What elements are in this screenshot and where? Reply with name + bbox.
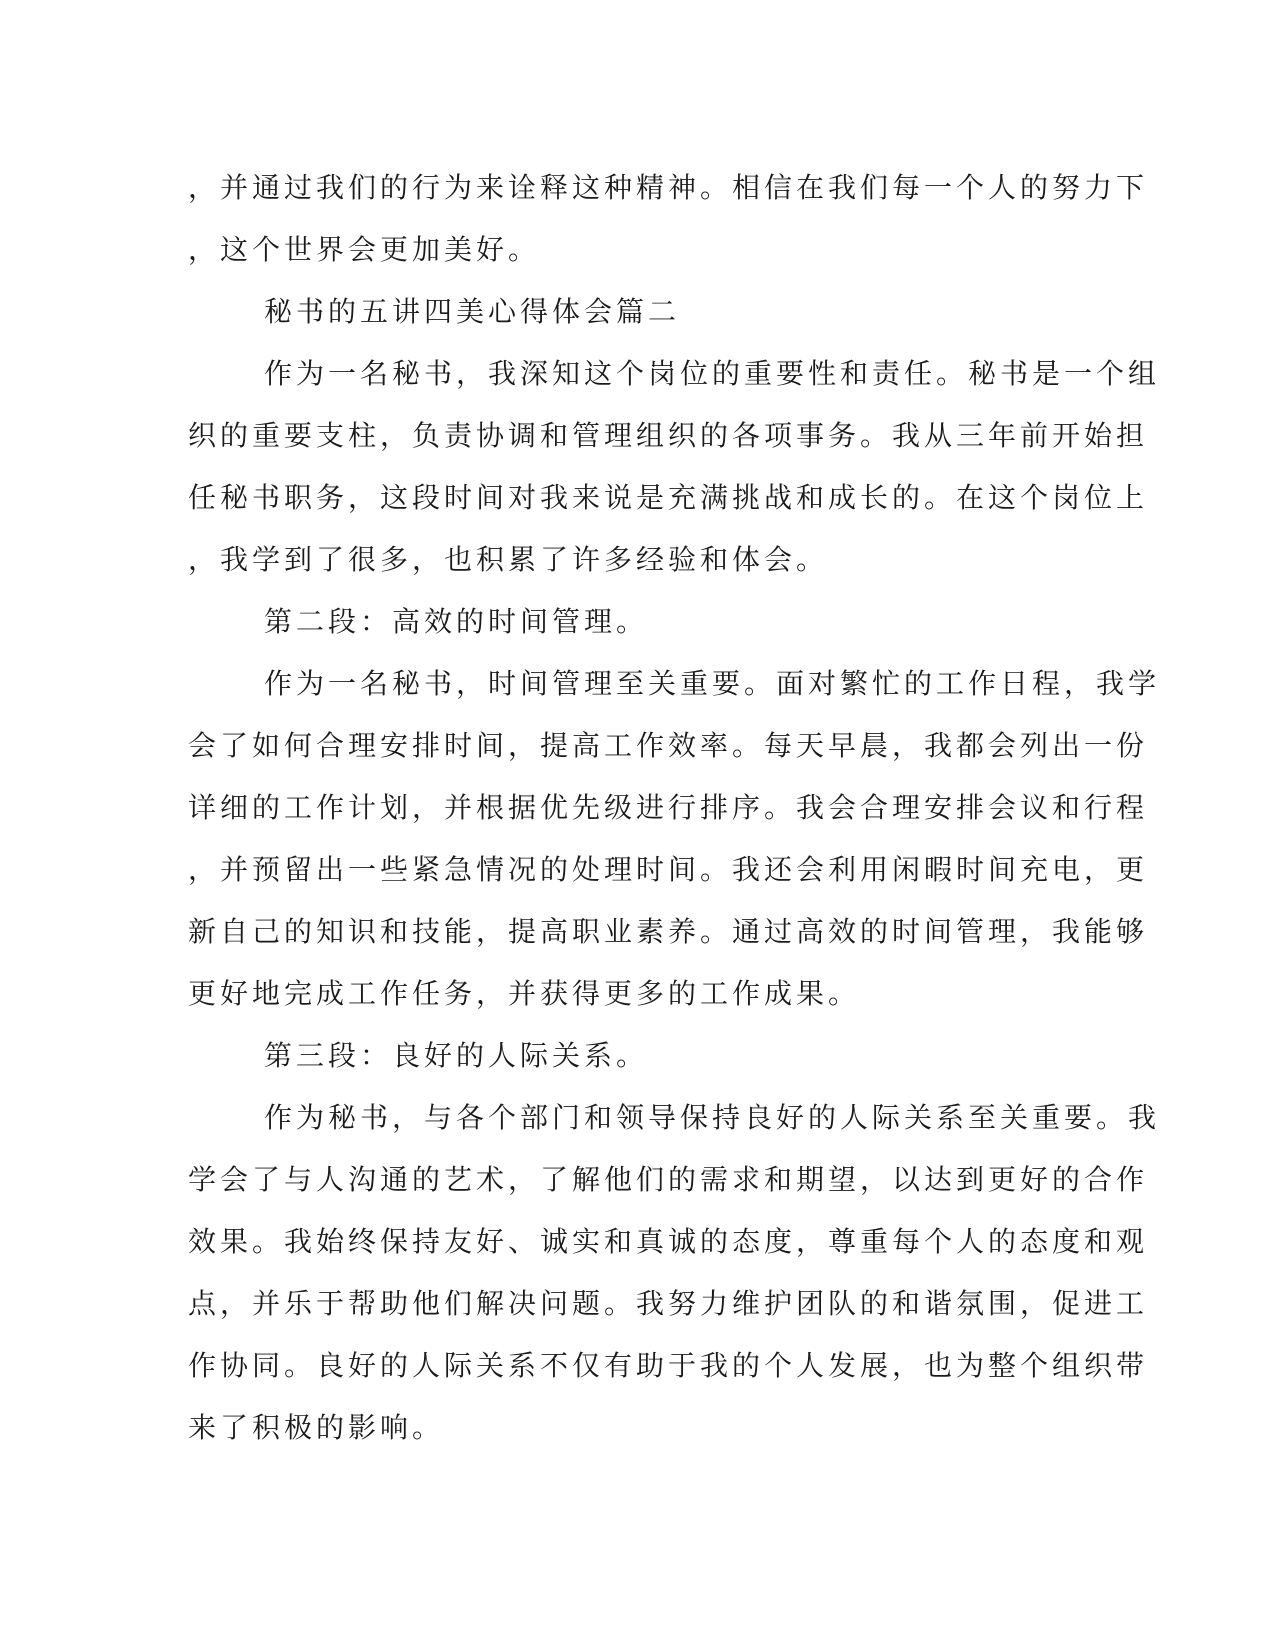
text-line: 效果。我始终保持友好、诚实和真诚的态度，尊重每个人的态度和观 xyxy=(188,1225,1149,1258)
text-line: 织的重要支柱，负责协调和管理组织的各项事务。我从三年前开始担 xyxy=(188,419,1149,452)
text-line: 学会了与人沟通的艺术，了解他们的需求和期望，以达到更好的合作 xyxy=(188,1163,1149,1196)
text-line: ，我学到了很多，也积累了许多经验和体会。 xyxy=(188,543,829,576)
section-title: 秘书的五讲四美心得体会篇二 xyxy=(264,295,681,328)
text-line: ，并通过我们的行为来诠释这种精神。相信在我们每一个人的努力下 xyxy=(188,171,1149,204)
text-line: 更好地完成工作任务，并获得更多的工作成果。 xyxy=(188,977,861,1010)
text-line: 作为秘书，与各个部门和领导保持良好的人际关系至关重要。我 xyxy=(264,1101,1161,1134)
text-line: 会了如何合理安排时间，提高工作效率。每天早晨，我都会列出一份 xyxy=(188,729,1149,762)
text-line: 作协同。良好的人际关系不仅有助于我的个人发展，也为整个组织带 xyxy=(188,1349,1149,1382)
section-heading: 第二段：高效的时间管理。 xyxy=(264,605,649,638)
text-line: 新自己的知识和技能，提高职业素养。通过高效的时间管理，我能够 xyxy=(188,915,1149,948)
text-line: 点，并乐于帮助他们解决问题。我努力维护团队的和谐氛围，促进工 xyxy=(188,1287,1149,1320)
text-line: 任秘书职务，这段时间对我来说是充满挑战和成长的。在这个岗位上 xyxy=(188,481,1149,514)
document-body xyxy=(188,157,1161,1459)
text-line: 作为一名秘书，时间管理至关重要。面对繁忙的工作日程，我学 xyxy=(264,667,1161,700)
text-line: ，这个世界会更加美好。 xyxy=(188,233,541,266)
text-line: 来了积极的影响。 xyxy=(188,1411,445,1444)
section-heading: 第三段：良好的人际关系。 xyxy=(264,1039,649,1072)
text-line: 作为一名秘书，我深知这个岗位的重要性和责任。秘书是一个组 xyxy=(264,357,1161,390)
text-line: ，并预留出一些紧急情况的处理时间。我还会利用闲暇时间充电，更 xyxy=(188,853,1149,886)
text-line: 详细的工作计划，并根据优先级进行排序。我会合理安排会议和行程 xyxy=(188,791,1149,824)
